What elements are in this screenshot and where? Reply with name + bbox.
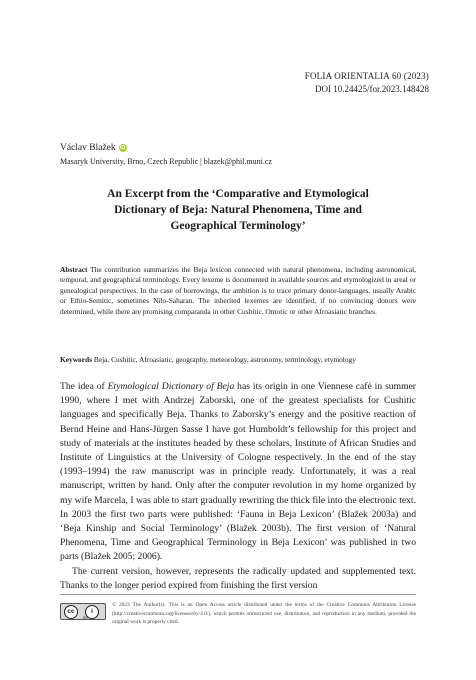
keywords-label: Keywords: [60, 355, 93, 364]
abstract-label: Abstract: [60, 265, 88, 274]
body-text: The idea of: [60, 381, 108, 392]
doi[interactable]: DOI 10.24425/for.2023.148428: [315, 84, 429, 94]
body-text: has its origin in one Viennese café in summer 1990, where I met with Andrzej Zaborski, one of the greatest specialists for Cushitic languages and specifically Beja. Thanks to Zaborsky’s energy and the positive reaction of Bernd Heine and Hans-Jürgen Sasse I have got Humboldt’s fellowship for this project and study of materials at the institutes headed by these scholars, Institute of African Studies and Institute of Linguistics at the University of Cologne respectively. In the end of the stay (1993–1994) the raw manuscript was in principle ready. Unfortunately, it was a real manuscript, written by hand. Only after the computer revolution in my home organized by my wife Marcela, I was able to start gradually rewriting the thick file into the electronic text. In 2003 the first two parts were published: ‘Fauna in Beja Lexicon’ (Blažek 2003a) and ‘Beja Kinship and Social Terminology’ (Blažek 2003b). The first version of ‘Natural Phenomena, Time and Geographical Terminology in Beja Lexicon’ was published in two parts (Blažek 2005; 2006).: [60, 381, 416, 563]
keywords: [60, 355, 416, 365]
orcid-icon[interactable]: iD: [119, 145, 126, 151]
cc-by-license-badge[interactable]: [60, 603, 106, 620]
dictionary-title-italic: Etymological Dictionary of Beja: [107, 381, 235, 392]
abstract: [60, 265, 416, 317]
abstract-text: The contribution summarizes the Beja lexicon connected with natural phenomena, including astronomical, temporal, and geographical terminology. Every lexeme is documented in available sources and etymologized in areal or genealogical perspectives. In the case of borrowings, the ambition is to trace primary donor-languages, usually Arabic or Ethio-Semitic, sometimes Nilo-Saharan. The inherited lexemes are identified, if no convincing donors were determined, while there are promising comparanda in other Cushitic, Omotic or other Afroasiatic branches.: [60, 265, 416, 316]
license-text: © 2023 The Author(s). This is an Open Access article distributed under the terms of the Creative Commons Attribution License (http://creativecommons.org/licenses/by/4.0/), which permits unrestricted use, distribution, and reproduction in any medium, provided the original work is properly cited.: [112, 602, 416, 626]
body-paragraph: The current version, however, represents the radically updated and supplemented text. Thanks to the longer period expired from finishing the first version: [60, 565, 416, 591]
footer-divider: [60, 594, 416, 595]
cc-icon: cc: [64, 605, 78, 619]
keywords-text: Beja, Cushitic, Afroasiatic, geography, meteorology, astronomy, terminology, etymology: [93, 355, 356, 364]
author-affiliation: Masaryk University, Brno, Czech Republic | blazek@phil.muni.cz: [60, 157, 272, 166]
article-title: [60, 186, 416, 234]
journal-header: [305, 70, 429, 96]
title-line: An Excerpt from the ‘Comparative and Etymological: [107, 188, 369, 200]
body-paragraph: [60, 380, 416, 565]
attribution-icon: i: [85, 605, 99, 619]
title-line: Geographical Terminology’: [170, 220, 306, 232]
title-line: Dictionary of Beja: Natural Phenomena, Time and: [114, 204, 362, 216]
journal-name: FOLIA ORIENTALIA 60 (2023): [304, 71, 429, 81]
article-body: [60, 380, 416, 593]
by-label: BY: [83, 615, 89, 620]
author-name: Václav Blažek: [60, 143, 116, 153]
author-line: [60, 142, 127, 154]
